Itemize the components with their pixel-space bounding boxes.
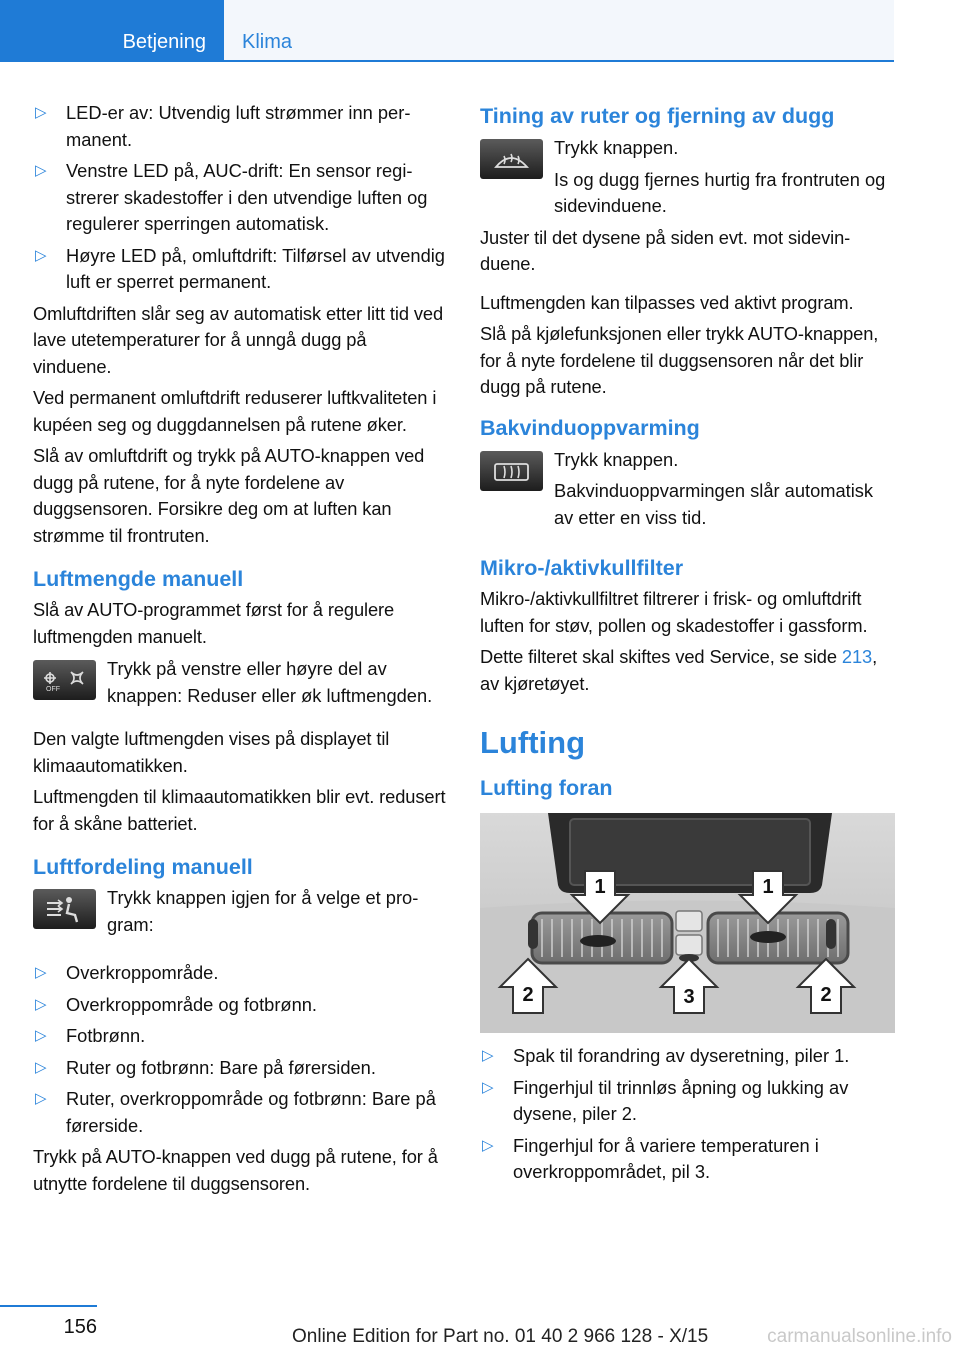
fan-button-icon bbox=[33, 660, 96, 700]
svg-text:3: 3 bbox=[683, 986, 695, 1008]
paragraph: Luftmengden til klimaautomatikken blir evt. redusert for å skåne batteriet. bbox=[33, 786, 446, 834]
distribution-instruction: Trykk knappen igjen for å velge et program: bbox=[107, 887, 419, 935]
fan-instruction: Trykk på venstre eller høyre del av knappen: Reduser eller øk luftmengden. bbox=[107, 658, 433, 706]
rear-window-heat-icon bbox=[480, 451, 543, 491]
watermark: carmanualsonline.info bbox=[767, 1326, 952, 1347]
heading-tining: Tining av ruter og fjerning av dugg bbox=[480, 104, 835, 128]
heading-lufting: Lufting bbox=[480, 725, 586, 760]
list-item: ▷ Ruter og fotbrønn: Bare på førersiden. bbox=[33, 1055, 447, 1082]
right-column bbox=[480, 100, 895, 1191]
heading-lufting-foran: Lufting foran bbox=[480, 776, 613, 800]
list-item: ▷ Spak til forandring av dyseretning, piler 1. bbox=[480, 1043, 895, 1070]
page-number: 156 bbox=[63, 1316, 97, 1338]
list-item: ▷ Overkroppområde. bbox=[33, 960, 447, 987]
defrost-instruction: Trykk knappen. bbox=[554, 137, 679, 158]
list-item: ▷ Fingerhjul for å variere temperaturen i overkroppområdet, pil 3. bbox=[482, 1134, 819, 1182]
front-defrost-icon bbox=[480, 139, 543, 179]
paragraph: Omluftdriften slår seg av automatisk etter litt tid ved lave utetemperaturer for å unngå dugg på vinduene. bbox=[33, 302, 444, 377]
fan-button-row bbox=[33, 656, 447, 716]
svg-text:1: 1 bbox=[762, 876, 774, 898]
list-item: ▷ Fingerhjul til trinnløs åpning og lukking av dysene, piler 2. bbox=[482, 1076, 849, 1124]
triangle-bullet-icon: ▷ bbox=[482, 1078, 494, 1096]
svg-text:OFF: OFF bbox=[46, 686, 60, 693]
paragraph: Den valgte luftmengden vises på displayet til klimaautomatikken. bbox=[33, 728, 390, 776]
led-status-list bbox=[33, 100, 447, 296]
list-item: ▷ Ruter, overkroppområde og fotbrønn: Bare på førerside. bbox=[35, 1088, 436, 1136]
rear-heat-button-row bbox=[480, 447, 895, 532]
svg-text:1: 1 bbox=[594, 876, 606, 898]
list-item: ▷ Høyre LED på, omluftdrift: Tilførsel av utvendig luft er sperret permanent. bbox=[35, 244, 445, 292]
defrost-description: Is og dugg fjernes hurtig fra frontruten og sidevinduene. bbox=[554, 168, 886, 216]
heading-luftmengde: Luftmengde manuell bbox=[33, 567, 244, 591]
triangle-bullet-icon: ▷ bbox=[35, 964, 47, 981]
section-label: Betjening bbox=[122, 31, 206, 53]
paragraph: Dette filteret skal skiftes ved Service, se side 213, av kjøretøyet. bbox=[480, 646, 878, 694]
heading-bakvindu: Bakvinduoppvarming bbox=[480, 415, 700, 440]
triangle-bullet-icon: ▷ bbox=[35, 1027, 47, 1044]
triangle-bullet-icon: ▷ bbox=[482, 1047, 494, 1064]
paragraph: Slå på kjølefunksjonen eller trykk AUTO-knappen, for å nyte fordelene til duggsensoren når det blir dugg på rutene. bbox=[480, 323, 879, 397]
distribution-button-row bbox=[33, 885, 447, 955]
list-item: ▷ LED-er av: Utvendig luft strømmer inn permanent. bbox=[35, 102, 411, 150]
page-reference-link[interactable]: 213 bbox=[841, 646, 873, 667]
vent-controls-list bbox=[480, 1043, 895, 1186]
paragraph: Juster til det dysene på siden evt. mot sidevinduene. bbox=[480, 226, 851, 274]
paragraph: Slå av omluftdrift og trykk på AUTO-knappen ved dugg på rutene, for å nyte fordelene av duggsensoren. Forsikre deg om at luften kan strømme til frontruten. bbox=[33, 445, 425, 546]
rear-heat-description: Bakvinduoppvarmingen slår automatisk av etter en viss tid. bbox=[554, 480, 874, 528]
triangle-bullet-icon: ▷ bbox=[35, 1058, 47, 1076]
left-column bbox=[33, 100, 447, 1202]
triangle-bullet-icon: ▷ bbox=[35, 995, 47, 1013]
tab-betjening bbox=[0, 0, 224, 60]
svg-text:2: 2 bbox=[820, 984, 832, 1006]
air-distribution-icon bbox=[33, 889, 96, 929]
vent-illustration bbox=[480, 813, 895, 1033]
triangle-bullet-icon: ▷ bbox=[35, 162, 47, 179]
triangle-bullet-icon: ▷ bbox=[35, 104, 47, 121]
edition-note: Online Edition for Part no. 01 40 2 966 128 - X/15 bbox=[292, 1326, 709, 1347]
list-item: ▷ Fotbrønn. bbox=[33, 1023, 447, 1050]
paragraph: Slå av AUTO-programmet først for å regulere luftmengden manuelt. bbox=[33, 599, 395, 647]
defrost-button-row bbox=[480, 135, 895, 220]
page-header bbox=[0, 0, 960, 62]
heading-luftfordeling: Luftfordeling manuell bbox=[33, 855, 253, 879]
distribution-program-list bbox=[33, 960, 447, 1139]
vent-photo bbox=[480, 813, 895, 1033]
header-rule bbox=[0, 60, 894, 62]
list-item: ▷ Venstre LED på, AUC-drift: En sensor registrerer skadestoffer i den utvendige luften og regulerer sperringen automatisk. bbox=[35, 160, 428, 234]
triangle-bullet-icon: ▷ bbox=[482, 1136, 494, 1154]
triangle-bullet-icon: ▷ bbox=[35, 246, 47, 264]
list-item: ▷ Overkroppområde og fotbrønn. bbox=[33, 992, 447, 1019]
heading-filter: Mikro-/aktivkullfilter bbox=[480, 556, 684, 580]
paragraph: Luftmengden kan tilpasses ved aktivt program. bbox=[480, 291, 854, 313]
footer-rule bbox=[0, 1305, 97, 1307]
svg-text:2: 2 bbox=[522, 984, 534, 1006]
paragraph: Ved permanent omluftdrift reduserer luftkvaliteten i kupéen seg og duggdannelsen på rutene øker. bbox=[33, 387, 437, 435]
rear-heat-instruction: Trykk knappen. bbox=[554, 448, 679, 470]
paragraph: Mikro-/aktivkullfiltret filtrerer i frisk- og omluftdrift luften for støv, pollen og skadestoffer i gassform. bbox=[480, 588, 868, 636]
paragraph: Trykk på AUTO-knappen ved dugg på rutene, for å utnytte fordelene til duggsensoren. bbox=[33, 1146, 438, 1194]
tab-klima: Klima bbox=[242, 31, 293, 53]
triangle-bullet-icon: ▷ bbox=[35, 1090, 47, 1107]
